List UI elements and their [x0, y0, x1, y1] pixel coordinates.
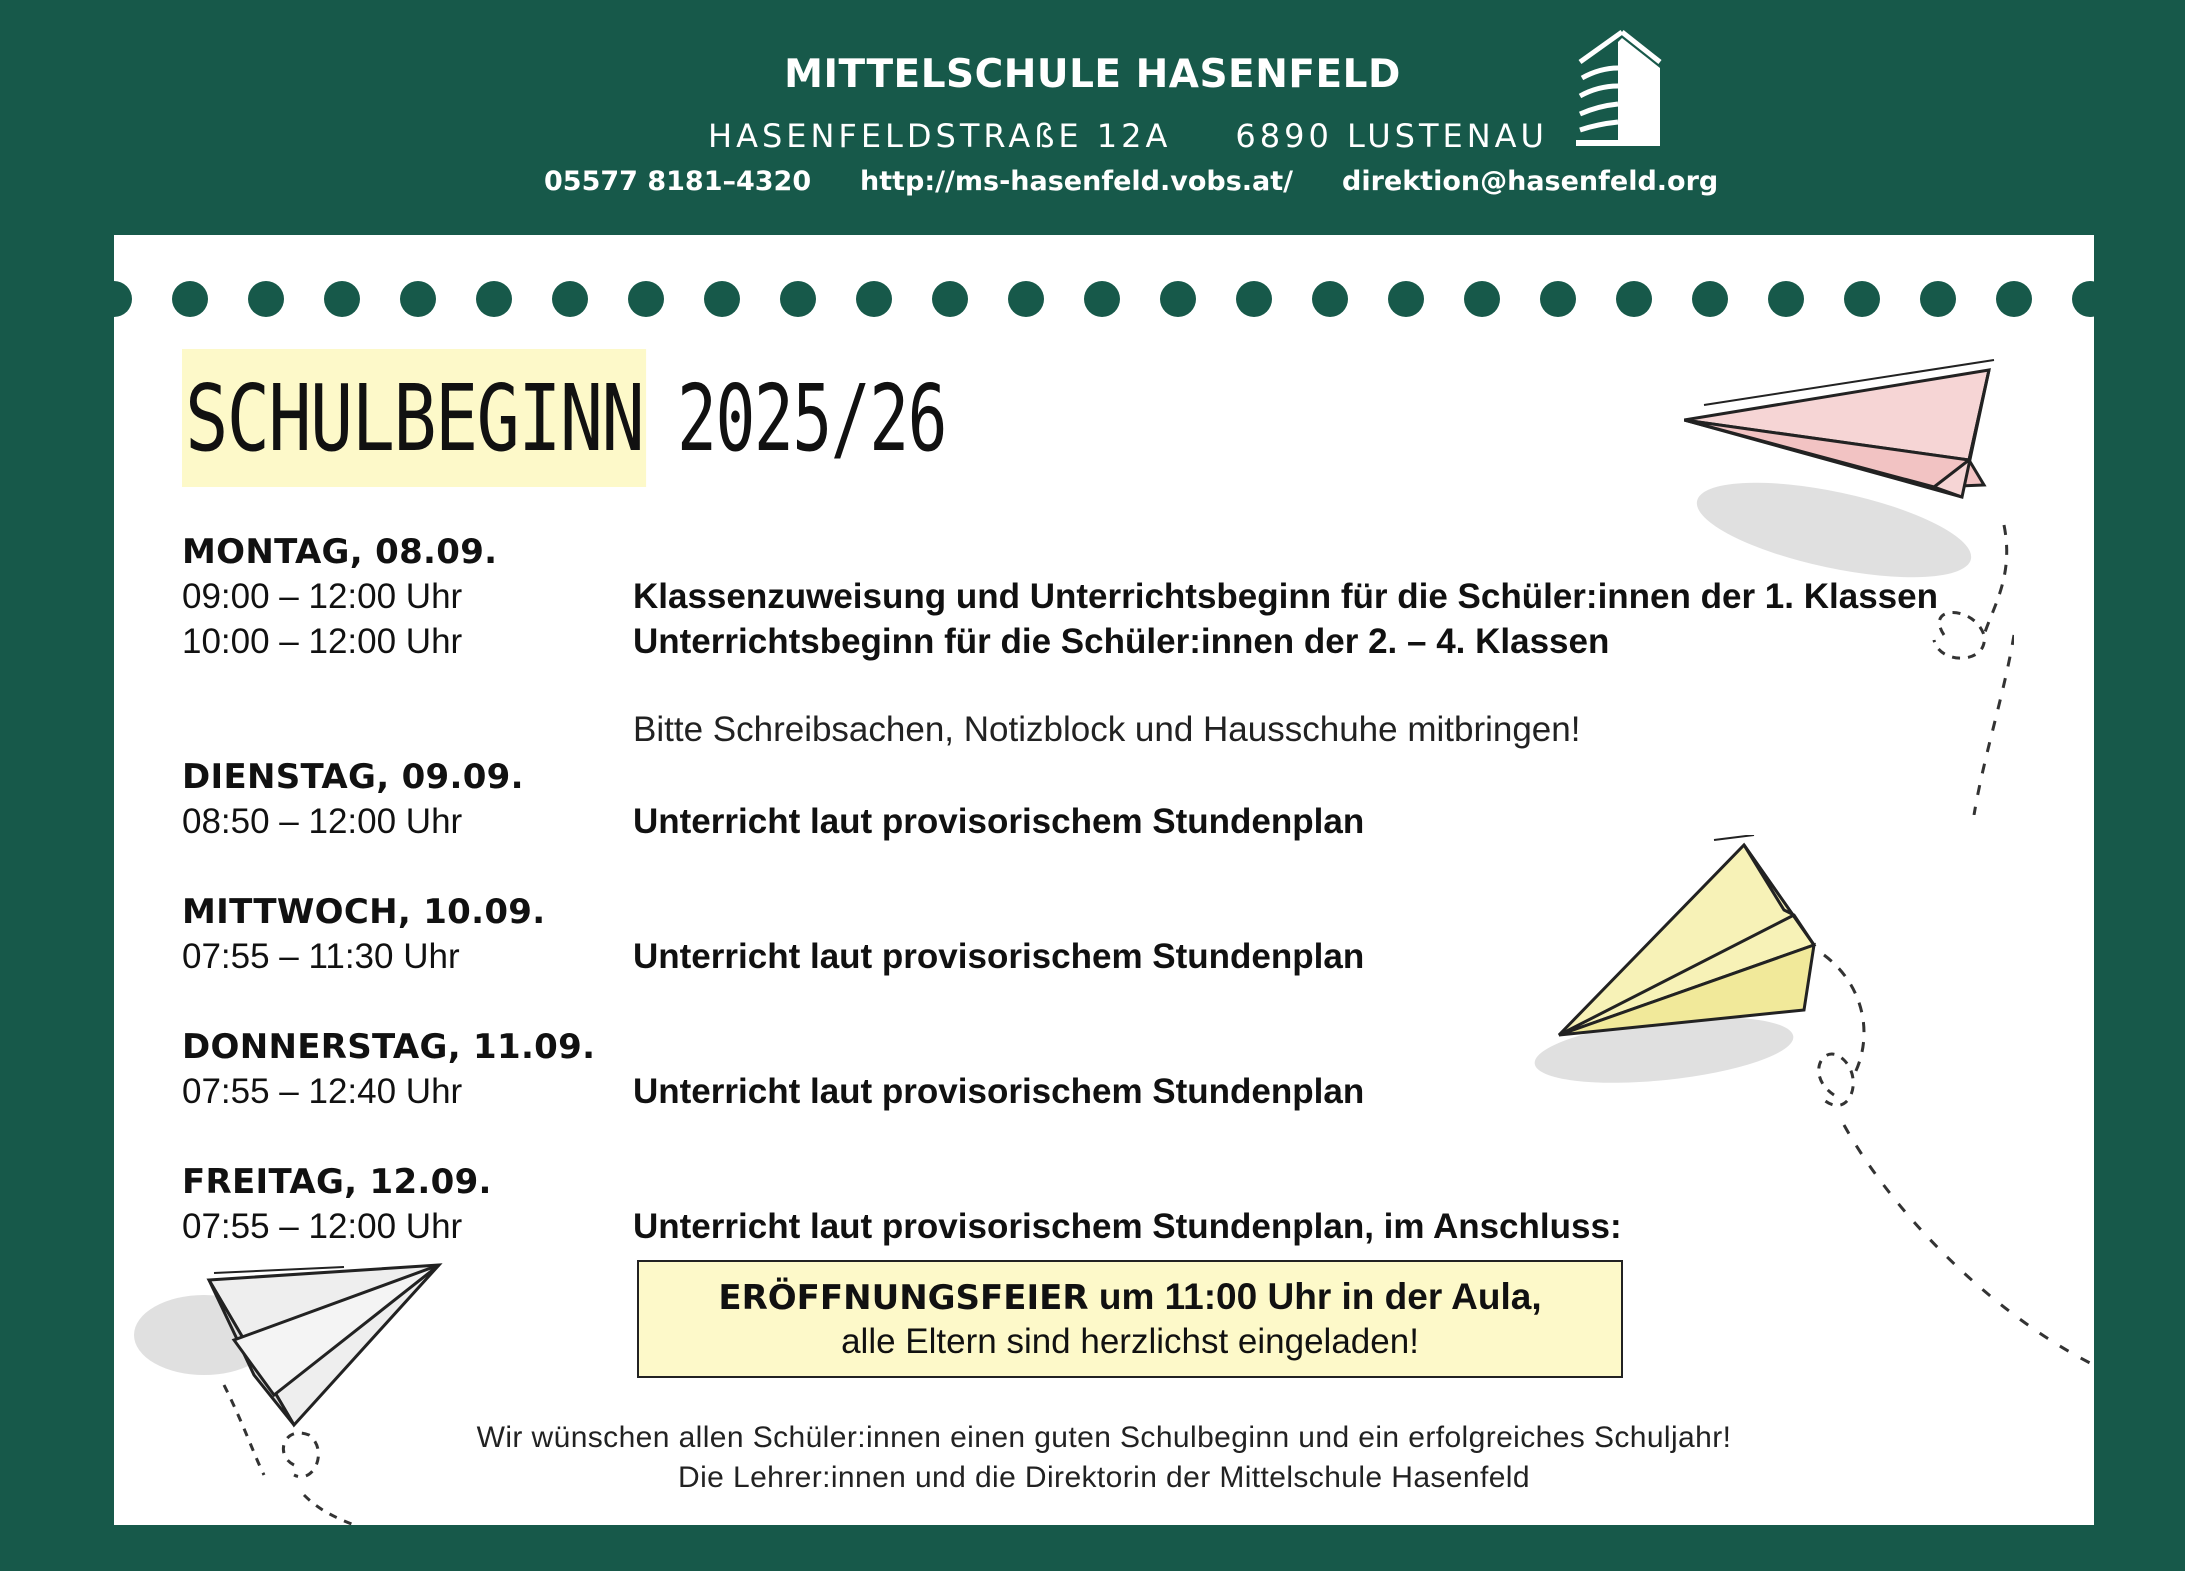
- content-card: [114, 235, 2094, 1525]
- notebook-hole: [400, 281, 436, 317]
- time-slot: 07:55 – 11:30 Uhr: [182, 937, 460, 976]
- day-heading: MITTWOCH, 10.09.: [182, 892, 546, 932]
- time-slot: 07:55 – 12:00 Uhr: [182, 1207, 463, 1246]
- email-link[interactable]: direktion@hasenfeld.org: [1342, 166, 1719, 197]
- callout-invitation: alle Eltern sind herzlichst eingeladen!: [841, 1322, 1419, 1361]
- city: 6890 LUSTENAU: [1235, 117, 1548, 155]
- schedule-note: Bitte Schreibsachen, Notizblock und Hausschuhe mitbringen!: [633, 710, 1581, 749]
- notebook-hole: [780, 281, 816, 317]
- notebook-hole: [1768, 281, 1804, 317]
- notebook-hole: [476, 281, 512, 317]
- day-heading: DIENSTAG, 09.09.: [182, 757, 524, 797]
- notebook-hole: [1008, 281, 1044, 317]
- notebook-hole: [324, 281, 360, 317]
- notebook-hole: [172, 281, 208, 317]
- notebook-hole: [1388, 281, 1424, 317]
- notebook-hole: [628, 281, 664, 317]
- notebook-hole: [248, 281, 284, 317]
- schedule-description: Unterrichtsbeginn für die Schüler:innen der 2. – 4. Klassen: [633, 622, 1610, 661]
- title-highlight: SCHULBEGINN: [182, 349, 646, 487]
- school-address: [708, 117, 1548, 155]
- callout-event-details: um 11:00 Uhr in der Aula,: [1088, 1276, 1542, 1317]
- day-heading: FREITAG, 12.09.: [182, 1162, 492, 1202]
- schedule-description: Unterricht laut provisorischem Stundenplan: [633, 802, 1365, 841]
- notebook-hole: [856, 281, 892, 317]
- day-heading: MONTAG, 08.09.: [182, 532, 498, 572]
- street: HASENFELDSTRAßE 12A: [708, 117, 1172, 155]
- school-name: MITTELSCHULE HASENFELD: [784, 52, 1401, 97]
- schedule-description: Unterricht laut provisorischem Stundenplan, im Anschluss:: [633, 1207, 1622, 1246]
- notebook-hole: [932, 281, 968, 317]
- time-slot: 08:50 – 12:00 Uhr: [182, 802, 463, 841]
- header: [0, 0, 2185, 235]
- pink-paper-plane-icon: [1684, 335, 2014, 815]
- footer-wish: Wir wünschen allen Schüler:innen einen guten Schulbeginn und ein erfolgreiches Schuljahr!: [476, 1421, 1732, 1454]
- notebook-hole: [704, 281, 740, 317]
- opening-ceremony-callout: [637, 1260, 1623, 1378]
- day-heading: DONNERSTAG, 11.09.: [182, 1027, 596, 1067]
- notebook-hole: [1084, 281, 1120, 317]
- notebook-hole: [1920, 281, 1956, 317]
- notebook-hole: [2072, 281, 2094, 317]
- footer-signature: Die Lehrer:innen und die Direktorin der Mittelschule Hasenfeld: [678, 1461, 1530, 1494]
- notebook-hole: [1464, 281, 1500, 317]
- notebook-hole: [1312, 281, 1348, 317]
- schedule-description: Unterricht laut provisorischem Stundenplan: [633, 937, 1365, 976]
- time-slot: 10:00 – 12:00 Uhr: [182, 622, 463, 661]
- notebook-hole: [1160, 281, 1196, 317]
- notebook-hole: [1844, 281, 1880, 317]
- yellow-paper-plane-icon: [1514, 835, 2094, 1515]
- notebook-hole: [1540, 281, 1576, 317]
- notebook-hole: [552, 281, 588, 317]
- title-year: 2025/26: [677, 364, 947, 472]
- time-slot: 07:55 – 12:40 Uhr: [182, 1072, 463, 1111]
- schedule-description: Klassenzuweisung und Unterrichtsbeginn für die Schüler:innen der 1. Klassen: [633, 577, 1938, 616]
- notebook-hole: [1996, 281, 2032, 317]
- page-title: [182, 349, 1051, 487]
- website-link[interactable]: http://ms-hasenfeld.vobs.at/: [860, 166, 1294, 197]
- building-logo-icon: [1572, 28, 1662, 148]
- white-paper-plane-icon: [114, 1255, 474, 1525]
- notebook-hole: [1692, 281, 1728, 317]
- time-slot: 09:00 – 12:00 Uhr: [182, 577, 463, 616]
- phone: 05577 8181–4320: [544, 166, 812, 197]
- notebook-hole: [1236, 281, 1272, 317]
- notebook-holes: [114, 235, 2094, 325]
- notebook-hole: [1616, 281, 1652, 317]
- schedule-description: Unterricht laut provisorischem Stundenplan: [633, 1072, 1365, 1111]
- callout-event: ERÖFFNUNGSFEIER: [718, 1278, 1089, 1318]
- notebook-hole: [114, 281, 132, 317]
